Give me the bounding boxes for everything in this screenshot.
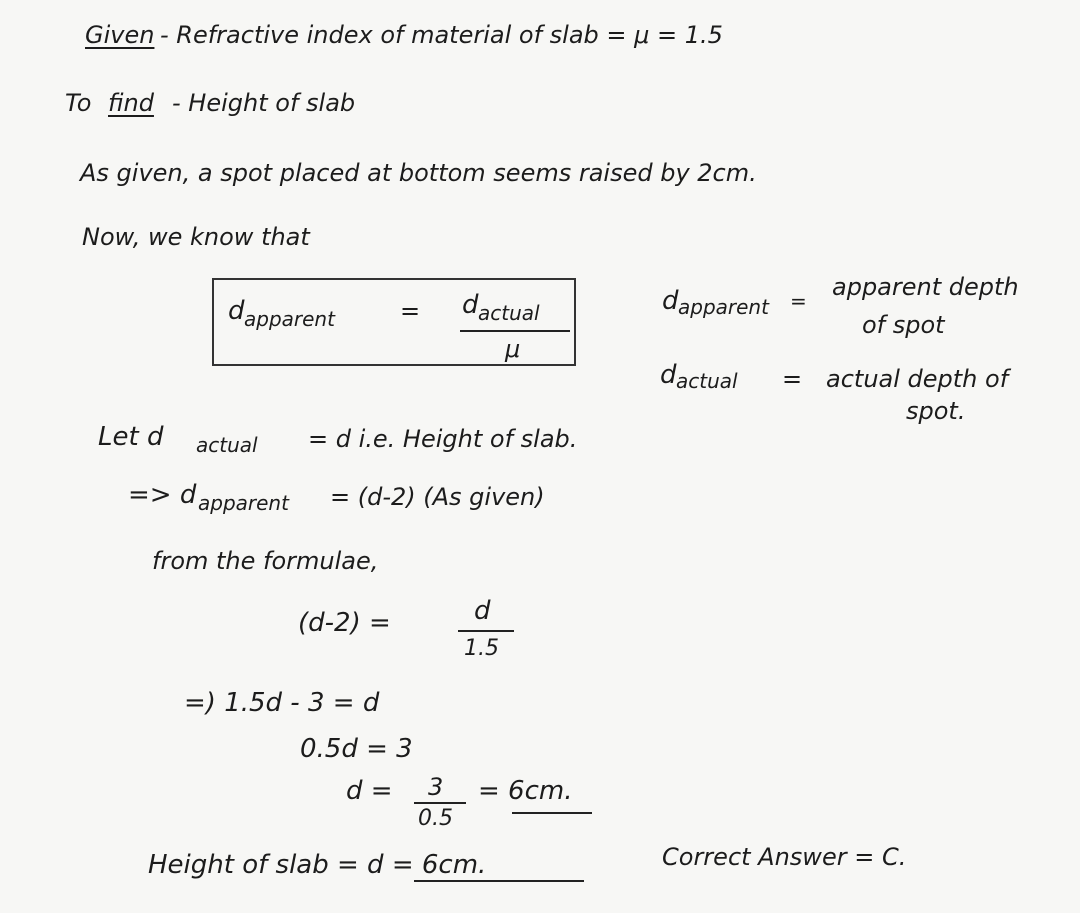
eq1-num: d	[474, 596, 491, 626]
formula-fraction-line	[460, 330, 570, 332]
def-actual-sub: actual	[676, 369, 738, 393]
let-sub: actual	[196, 433, 258, 457]
from-formula-line: from the formulae,	[152, 547, 379, 575]
tofind-find: find	[108, 89, 154, 117]
implies-sub: apparent	[198, 491, 289, 515]
eq2-line: =) 1.5d - 3 = d	[184, 688, 380, 718]
def-actual-text1: actual depth of	[826, 365, 1009, 393]
def-actual-text2: spot.	[906, 397, 966, 425]
def-apparent-text2: of spot	[862, 311, 945, 339]
eq1-den: 1.5	[464, 636, 499, 661]
correct-answer: Correct Answer = C.	[662, 843, 907, 871]
tofind-text: - Height of slab	[172, 89, 356, 117]
given-text: - Refractive index of material of slab = μ = 1.5	[160, 21, 723, 49]
formula-num: d	[462, 290, 479, 320]
def-apparent-sym: d	[662, 286, 679, 316]
def-actual-sym: d	[660, 360, 677, 390]
eq4-num: 3	[428, 773, 444, 801]
formula-num-sub: actual	[478, 301, 540, 325]
formula-lhs: d	[228, 296, 245, 326]
eq4-den: 0.5	[418, 806, 453, 831]
implies-line: => d	[128, 480, 197, 510]
eq1-lhs: (d-2) =	[298, 608, 391, 638]
now-line: Now, we know that	[82, 223, 310, 251]
def-apparent-sub: apparent	[678, 295, 769, 319]
formula-lhs-sub: apparent	[244, 307, 335, 331]
final-line: Height of slab = d = 6cm.	[148, 850, 487, 880]
as-given-line: As given, a spot placed at bottom seems raised by 2cm.	[80, 159, 757, 187]
eq4-underline	[512, 812, 592, 814]
def-apparent-eq: =	[790, 289, 807, 313]
let-rest: = d i.e. Height of slab.	[308, 425, 578, 453]
eq3-line: 0.5d = 3	[300, 734, 413, 764]
tofind-to: To	[65, 89, 92, 117]
eq4-lhs: d =	[346, 776, 393, 806]
formula-den: μ	[505, 335, 521, 363]
implies-rest: = (d-2) (As given)	[330, 483, 545, 511]
def-apparent-text1: apparent depth	[832, 273, 1019, 301]
eq4-rest: = 6cm.	[478, 776, 573, 806]
eq1-fraction-line	[458, 630, 514, 632]
def-actual-eq: =	[782, 365, 803, 393]
given-label: Given	[85, 21, 155, 49]
formula-eq: =	[400, 297, 421, 325]
let-line: Let d	[98, 422, 164, 452]
final-underline	[414, 880, 584, 882]
